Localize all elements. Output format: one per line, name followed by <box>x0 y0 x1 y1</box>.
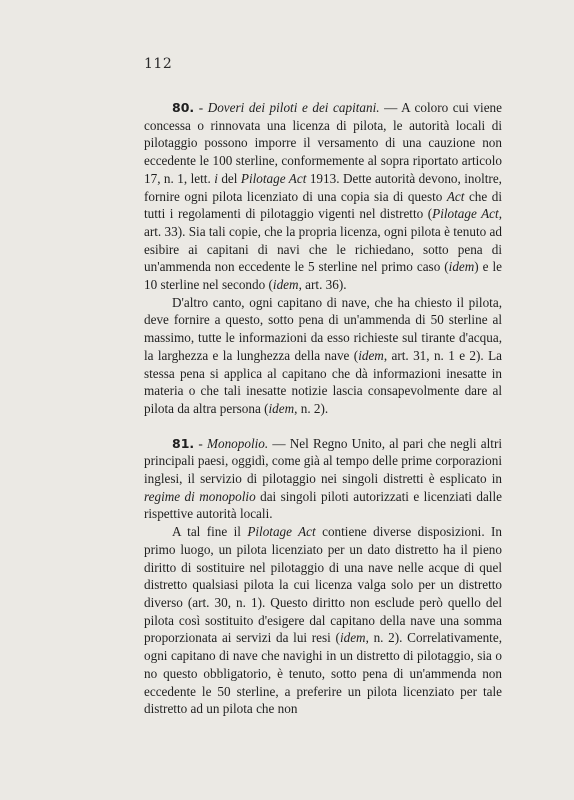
text-run-italic: Pilotage Act <box>432 206 499 222</box>
section-spacer <box>144 418 502 435</box>
text-run: , art. 33). Sia tali copie, che la propria licenza, ogni pilota è tenuto ad esibire ai capitani di navi che le richiedano, sotto pena di un'ammenda non eccedente le 5 sterline nel primo caso ( <box>144 206 502 275</box>
text-run-italic: idem <box>448 259 475 275</box>
text-run-italic: idem <box>268 400 295 416</box>
text-run: , art. 36). <box>298 277 347 293</box>
text-run: D'altro canto, ogni capitano di nave, che ha chiesto il pilota, deve fornire a questo, sotto pena di un'ammenda di 50 sterline al massimo, tutte le informazioni da esso richieste sul tirante d'acqua, la larghezza e la lunghezza della nave ( <box>144 294 502 363</box>
section-80-paragraph-2 <box>144 294 502 418</box>
text-run-italic: regime di monopolio <box>144 488 256 504</box>
text-run: , n. 2). <box>294 400 329 416</box>
text-run: — Nel Regno Unito, al pari che negli altri principali paesi, oggidì, come già al tempo delle prime corporazioni inglesi, il servizio di pilotaggio nei singoli distretti è esplicato in <box>144 435 502 487</box>
section-81-number: 81. <box>172 435 195 451</box>
text-run-italic: i <box>214 170 218 186</box>
text-run: — A coloro cui viene concessa o rinnovata una licenza di pilota, le autorità locali di pilotaggio possono imporre il versamento di una cauzione non eccedente le 100 sterline, conformemente al sopra riportato articolo 17, n. 1, lett. <box>144 100 502 186</box>
text-run-italic: idem <box>272 277 299 293</box>
page-number: 112 <box>144 56 173 72</box>
text-run-italic: Pilotage Act <box>247 524 316 540</box>
section-80-separator: - <box>194 100 208 115</box>
text-run: A tal fine il <box>172 524 248 540</box>
text-run: del <box>217 170 241 186</box>
text-run: ) e le 10 sterline nel secondo ( <box>144 259 502 293</box>
section-81-paragraph-2 <box>144 523 502 718</box>
section-81-title: Monopolio. <box>206 435 269 451</box>
text-run-italic: Pilotage Act <box>240 170 307 186</box>
text-run: contiene diverse disposizioni. In primo luogo, un pilota licenziato per un dato distretto ha il pieno diritto di sostituire nel pilotaggio di una nave nelle acque di quel distretto qualsiasi pilota la cui licenza valga solo per un distretto diverso (art. 30, n. 1). Questo diritto non esclude però quello del pilota così sostituito d'esigere dal capitano della nave una somma proporzionata ai servizi da lui resi ( <box>144 524 502 646</box>
section-81-paragraph-1 <box>144 435 502 524</box>
text-run-italic: idem <box>358 347 384 363</box>
text-run: , n. 2). Correlativamente, ogni capitano di nave che navighi in un distretto di pilotaggio, sia o no questo obbligatorio, è tenuto, sotto pena di un'ammenda non eccedente le 50 sterline, a preferire un pilota licenziato per tale distretto ad un pilota che non <box>144 630 502 717</box>
section-80-number: 80. <box>172 100 195 115</box>
section-80-title: Doveri dei piloti e dei capitani. <box>207 100 380 115</box>
section-80-paragraph-1 <box>144 99 502 294</box>
text-run: , art. 31, n. 1 e 2). La stessa pena si applica al capitano che dà informazioni inesatte in materia o che tali inesatte notizie lascia consapevolmente dare al pilota da altra persona ( <box>144 347 502 416</box>
text-run: 1913. Dette autorità devono, inoltre, fornire ogni pilota licenziato di una copia sia di questo <box>144 170 502 204</box>
text-run: dai singoli piloti autorizzati e licenziati dalle rispettive autorità locali. <box>144 488 502 522</box>
text-run-italic: Act <box>446 188 465 204</box>
text-run: che di tutti i regolamenti di pilotaggio vigenti nel distretto ( <box>144 188 503 222</box>
text-run-italic: idem <box>339 630 366 646</box>
body-text <box>144 99 502 718</box>
section-81-separator: - <box>194 435 207 451</box>
